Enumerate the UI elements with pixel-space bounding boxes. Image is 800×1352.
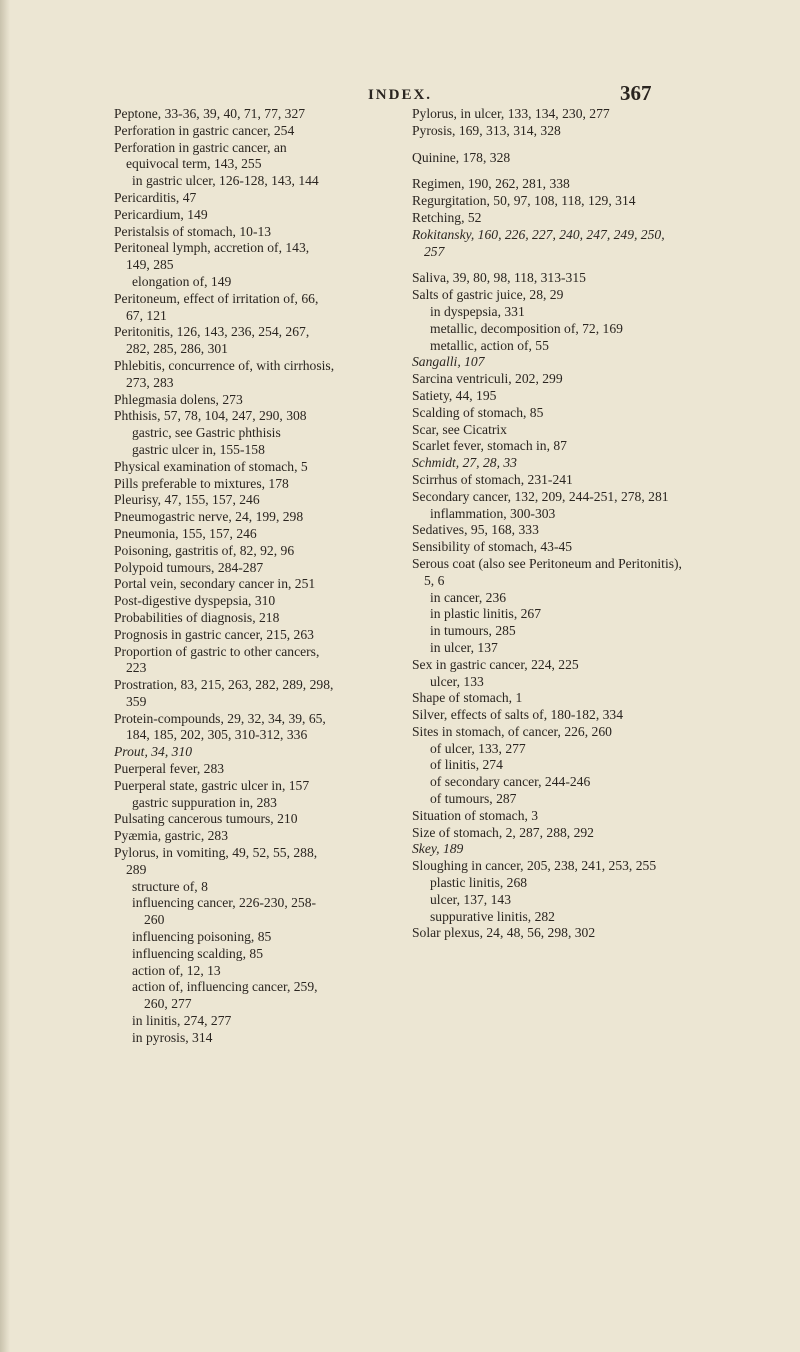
index-entry: Pylorus, in vomiting, 49, 52, 55, 288, 289: [114, 845, 318, 877]
index-entry: Sites in stomach, of cancer, 226, 260: [412, 723, 612, 739]
index-subentry: action of, influencing cancer, 259, 260, 277: [132, 979, 318, 1012]
index-entry: Sensibility of stomach, 43-45: [412, 539, 573, 555]
index-entry: Salts of gastric juice, 28, 29: [412, 287, 564, 303]
index-entry: Quinine, 178, 328: [412, 149, 511, 165]
index-subentry: influencing cancer, 226-230, 258-260: [132, 895, 317, 928]
index-entry: Rokitansky, 160, 226, 227, 240, 247, 249, 250, 257: [412, 226, 665, 259]
index-entry: Pyrosis, 169, 313, 314, 328: [412, 122, 561, 138]
index-entry: Solar plexus, 24, 48, 56, 298, 302: [412, 925, 596, 941]
index-entry: Shape of stomach, 1: [412, 690, 523, 706]
index-entry: Prout, 34, 310: [114, 744, 193, 760]
index-entry: Phlegmasia dolens, 273: [114, 391, 243, 407]
index-entry: Satiety, 44, 195: [412, 387, 497, 403]
index-subentry: metallic, action of, 55: [430, 337, 549, 353]
index-subentry: in ulcer, 137: [430, 639, 498, 655]
index-subentry: ulcer, 133: [430, 673, 484, 689]
index-entry: Pericardium, 149: [114, 206, 208, 222]
index-subentry: gastric ulcer in, 155-158: [132, 441, 265, 457]
index-column-left: [114, 106, 336, 1047]
index-entry: Situation of stomach, 3: [412, 807, 539, 823]
index-entry: Perforation in gastric cancer, an equivocal term, 143, 255: [114, 139, 287, 172]
index-entry: Sloughing in cancer, 205, 238, 241, 253, 255: [412, 858, 657, 874]
index-entry: Physical examination of stomach, 5: [114, 458, 308, 474]
index-entry: Retching, 52: [412, 209, 482, 225]
index-entry: Pneumonia, 155, 157, 246: [114, 525, 257, 541]
index-subentry: in pyrosis, 314: [132, 1029, 213, 1045]
index-entry: Prostration, 83, 215, 263, 282, 289, 298, 359: [114, 677, 334, 709]
index-entry: Peritonitis, 126, 143, 236, 254, 267, 282, 285, 286, 301: [114, 324, 310, 357]
index-subentry: of linitis, 274: [430, 757, 503, 773]
page-header-title: INDEX.: [367, 87, 433, 103]
index-entry: Scalding of stomach, 85: [412, 404, 544, 420]
index-subentry: gastric suppuration in, 283: [132, 794, 277, 810]
index-entry: Post-digestive dyspepsia, 310: [114, 593, 276, 609]
index-subentry: in tumours, 285: [430, 623, 516, 639]
index-subentry: in gastric ulcer, 126-128, 143, 144: [132, 173, 319, 189]
page-number: 367: [620, 81, 652, 105]
index-subentry: influencing scalding, 85: [132, 945, 263, 961]
index-entry: Puerperal fever, 283: [114, 761, 225, 777]
index-entry: Peritoneum, effect of irritation of, 66, 67, 121: [114, 290, 319, 323]
index-entry: Pleurisy, 47, 155, 157, 246: [114, 492, 260, 508]
index-subentry: of ulcer, 133, 277: [430, 740, 526, 756]
index-subentry: in plastic linitis, 267: [430, 606, 542, 622]
index-entry: Skey, 189: [412, 841, 464, 857]
page-edge-shadow: [0, 0, 10, 1352]
index-entry: Secondary cancer, 132, 209, 244-251, 278, 281: [412, 488, 669, 504]
index-entry: Serous coat (also see Peritoneum and Peritonitis), 5, 6: [412, 555, 682, 588]
index-entry: Scarlet fever, stomach in, 87: [412, 438, 567, 454]
index-entry: Pylorus, in ulcer, 133, 134, 230, 277: [412, 106, 610, 121]
index-subentry: inflammation, 300-303: [430, 505, 556, 521]
index-entry: Regurgitation, 50, 97, 108, 118, 129, 314: [412, 193, 636, 209]
index-entry: Probabilities of diagnosis, 218: [114, 609, 280, 625]
index-entry: Proportion of gastric to other cancers, 223: [114, 643, 320, 676]
index-entry: Pills preferable to mixtures, 178: [114, 475, 289, 491]
index-entry: Phlebitis, concurrence of, with cirrhosis, 273, 283: [114, 357, 335, 390]
index-subentry: of secondary cancer, 244-246: [430, 774, 591, 790]
index-entry: Peristalsis of stomach, 10-13: [114, 223, 272, 239]
index-subentry: gastric, see Gastric phthisis: [132, 425, 281, 441]
index-subentry: elongation of, 149: [132, 273, 232, 289]
index-entry: Size of stomach, 2, 287, 288, 292: [412, 824, 594, 840]
index-entry: Pulsating cancerous tumours, 210: [114, 811, 298, 827]
index-entry: Pyæmia, gastric, 283: [114, 828, 229, 844]
index-entry: Pericarditis, 47: [114, 189, 197, 205]
index-subentry: of tumours, 287: [430, 791, 517, 807]
index-entry: Phthisis, 57, 78, 104, 247, 290, 308: [114, 408, 307, 424]
index-subentry: suppurative linitis, 282: [430, 908, 555, 924]
index-subentry: ulcer, 137, 143: [430, 891, 511, 907]
index-entry: Sex in gastric cancer, 224, 225: [412, 656, 579, 672]
index-entry: Protein-compounds, 29, 32, 34, 39, 65, 184, 185, 202, 305, 310-312, 336: [114, 710, 326, 743]
index-entry: Saliva, 39, 80, 98, 118, 313-315: [412, 270, 586, 286]
index-entry: Scirrhus of stomach, 231-241: [412, 471, 573, 487]
index-entry: Peptone, 33-36, 39, 40, 71, 77, 327: [114, 106, 306, 121]
index-entry: Scar, see Cicatrix: [412, 421, 507, 437]
index-subentry: influencing poisoning, 85: [132, 929, 272, 945]
index-subentry: action of, 12, 13: [132, 962, 221, 978]
index-subentry: plastic linitis, 268: [430, 875, 528, 891]
index-entry: Poisoning, gastritis of, 82, 92, 96: [114, 542, 295, 558]
index-entry: Sarcina ventriculi, 202, 299: [412, 371, 563, 387]
index-subentry: in cancer, 236: [430, 589, 507, 605]
index-entry: Portal vein, secondary cancer in, 251: [114, 576, 316, 592]
index-entry: Sedatives, 95, 168, 333: [412, 522, 539, 538]
index-entry: Prognosis in gastric cancer, 215, 263: [114, 626, 314, 642]
index-subentry: structure of, 8: [132, 878, 208, 894]
index-subentry: in dyspepsia, 331: [430, 303, 525, 319]
index-subentry: in linitis, 274, 277: [132, 1013, 232, 1029]
index-entry: Pneumogastric nerve, 24, 199, 298: [114, 509, 304, 525]
index-entry: Peritoneal lymph, accretion of, 143, 149, 285: [114, 240, 310, 273]
index-entry: Sangalli, 107: [412, 354, 485, 370]
index-entry: Silver, effects of salts of, 180-182, 334: [412, 707, 624, 723]
index-entry: Puerperal state, gastric ulcer in, 157: [114, 777, 310, 793]
index-entry: Polypoid tumours, 284-287: [114, 559, 264, 575]
index-entry: Regimen, 190, 262, 281, 338: [412, 176, 570, 192]
index-column-right: [412, 106, 682, 942]
index-entry: Schmidt, 27, 28, 33: [412, 455, 517, 471]
index-subentry: metallic, decomposition of, 72, 169: [430, 320, 623, 336]
index-entry: Perforation in gastric cancer, 254: [114, 122, 295, 138]
